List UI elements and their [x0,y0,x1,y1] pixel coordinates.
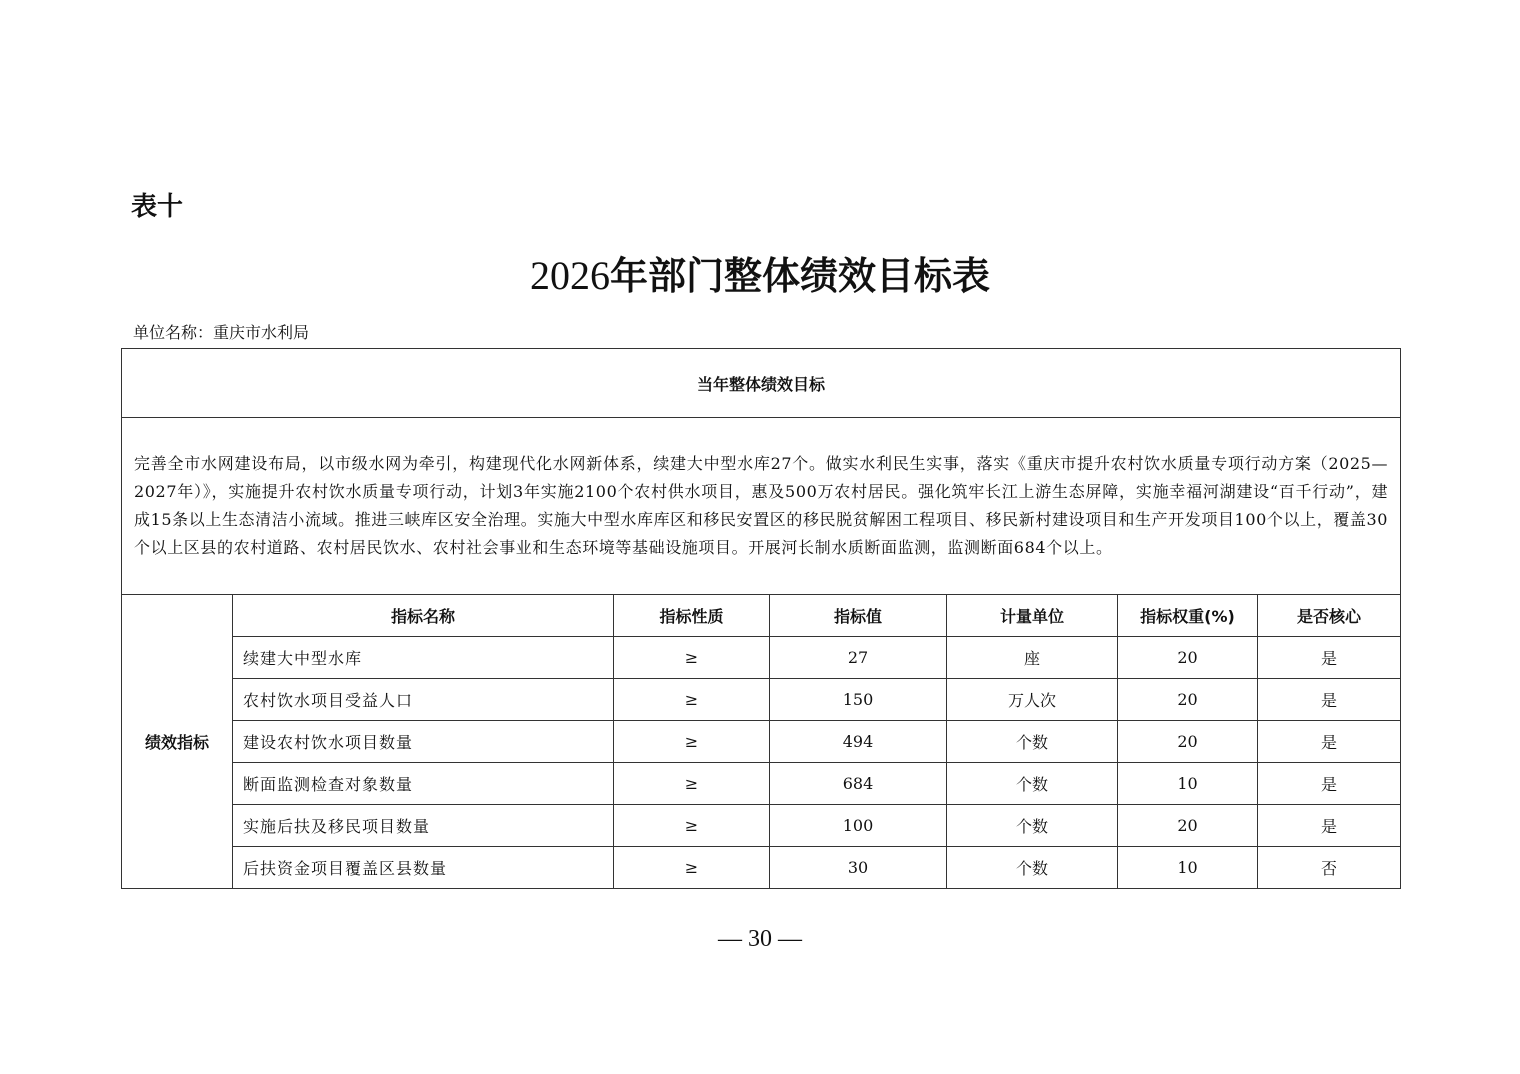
header-indicator-nature: 指标性质 [614,595,770,637]
indicator-value: 100 [770,805,947,847]
indicator-nature: ≥ [614,763,770,805]
performance-goal-table [121,348,1401,889]
indicator-nature: ≥ [614,679,770,721]
title-year: 2026 [529,253,610,298]
header-indicator-value: 指标值 [770,595,947,637]
indicator-name: 建设农村饮水项目数量 [233,721,614,763]
indicator-value: 684 [770,763,947,805]
indicator-nature: ≥ [614,847,770,889]
indicator-unit: 个数 [947,805,1118,847]
header-measurement-unit: 计量单位 [947,595,1118,637]
indicator-weight: 20 [1118,721,1258,763]
indicator-weight: 10 [1118,847,1258,889]
goal-section-heading: 当年整体绩效目标 [122,349,1401,418]
table-row [122,679,1401,721]
indicator-core: 是 [1258,679,1401,721]
indicator-nature: ≥ [614,805,770,847]
indicator-value: 30 [770,847,947,889]
indicator-value: 494 [770,721,947,763]
indicator-weight: 20 [1118,637,1258,679]
indicator-value: 150 [770,679,947,721]
table-row [122,637,1401,679]
indicator-core: 是 [1258,721,1401,763]
indicator-name: 农村饮水项目受益人口 [233,679,614,721]
indicator-row-label: 绩效指标 [122,595,233,889]
header-is-core: 是否核心 [1258,595,1401,637]
indicator-unit: 个数 [947,721,1118,763]
title-text: 年部门整体绩效目标表 [609,254,990,298]
table-label: 表十 [131,192,184,222]
indicator-name: 实施后扶及移民项目数量 [233,805,614,847]
indicator-name: 续建大中型水库 [233,637,614,679]
page-number: — 30 — [718,926,802,952]
indicator-name: 断面监测检查对象数量 [233,763,614,805]
table-row [122,805,1401,847]
document-title [0,250,1520,302]
indicator-nature: ≥ [614,721,770,763]
indicator-core: 是 [1258,637,1401,679]
indicator-core: 是 [1258,763,1401,805]
indicator-value: 27 [770,637,947,679]
indicator-unit: 座 [947,637,1118,679]
table-row [122,763,1401,805]
unit-name-line: 单位名称：重庆市水利局 [133,323,310,342]
goal-section-text: 完善全市水网建设布局，以市级水网为牵引，构建现代化水网新体系，续建大中型水库27个。做实水利民生实事，落实《重庆市提升农村饮水质量专项行动方案（2025—2027年）》，实施提升农村饮水质量专项行动，计划3年实施2100个农村供水项目，惠及500万农村居民。强化筑牢长江上游生态屏障，实施幸福河湖建设“百千行动”，建成15条以上生态清洁小流域。推进三峡库区安全治理。实施大中型水库库区和移民安置区的移民脱贫解困工程项目、移民新村建设项目和生产开发项目100个以上，覆盖30个以上区县的农村道路、农村居民饮水、农村社会事业和生态环境等基础设施项目。开展河长制水质断面监测，监测断面684个以上。 [122,418,1401,595]
table-row [122,847,1401,889]
header-indicator-name: 指标名称 [233,595,614,637]
indicator-weight: 20 [1118,679,1258,721]
indicator-nature: ≥ [614,637,770,679]
indicator-header-row [122,595,1401,637]
indicator-core: 是 [1258,805,1401,847]
indicator-unit: 个数 [947,763,1118,805]
indicator-weight: 10 [1118,763,1258,805]
indicator-core: 否 [1258,847,1401,889]
indicator-weight: 20 [1118,805,1258,847]
table-row [122,721,1401,763]
indicator-name: 后扶资金项目覆盖区县数量 [233,847,614,889]
indicator-unit: 万人次 [947,679,1118,721]
indicator-unit: 个数 [947,847,1118,889]
header-indicator-weight: 指标权重(%) [1118,595,1258,637]
